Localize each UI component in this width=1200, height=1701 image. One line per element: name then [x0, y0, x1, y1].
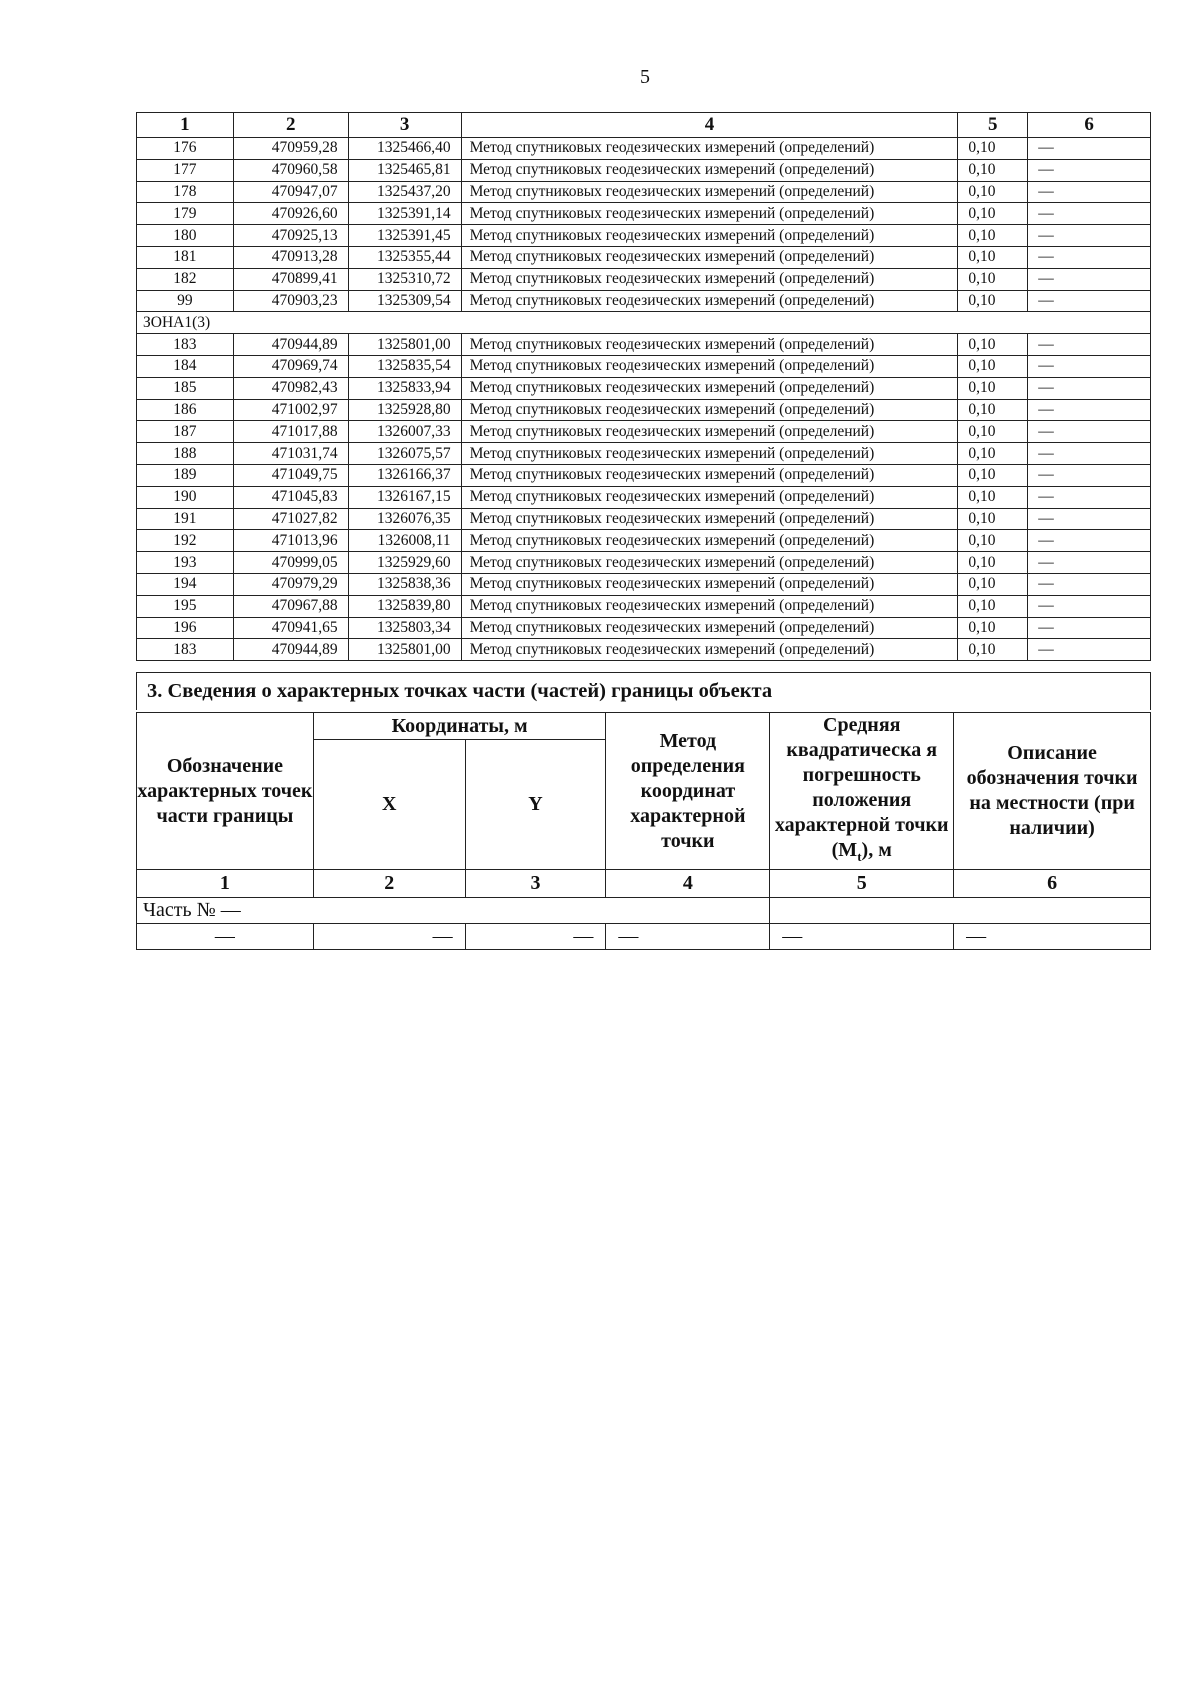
column-number: 3	[465, 870, 606, 898]
cell-y: 1325437,20	[348, 181, 461, 203]
cell-accuracy: 0,10	[958, 334, 1028, 356]
cell-num: 194	[137, 573, 234, 595]
dash-cell: —	[606, 924, 770, 950]
cell-x: 470944,89	[233, 639, 348, 661]
section-3-title: 3. Сведения о характерных точках части (частей) границы объекта	[136, 672, 1151, 710]
table-row	[137, 552, 1151, 574]
cell-y: 1325835,54	[348, 355, 461, 377]
cell-x: 470982,43	[233, 377, 348, 399]
cell-y: 1325838,36	[348, 573, 461, 595]
header-cell: 3	[348, 113, 461, 138]
cell-x: 470899,41	[233, 268, 348, 290]
cell-num: 185	[137, 377, 234, 399]
cell-x: 470999,05	[233, 552, 348, 574]
accuracy-header-text: Средняя квадратическа я погрешность положения характерной точки (M	[774, 714, 949, 861]
cell-method: Метод спутниковых геодезических измерений (определений)	[461, 552, 958, 574]
cell-x: 470947,07	[233, 181, 348, 203]
cell-num: 190	[137, 486, 234, 508]
cell-desc: —	[1028, 421, 1151, 443]
cell-accuracy: 0,10	[958, 464, 1028, 486]
table-row	[137, 399, 1151, 421]
table-row	[137, 639, 1151, 661]
coordinates-header: Координаты, м	[313, 713, 606, 740]
cell-accuracy: 0,10	[958, 355, 1028, 377]
cell-y: 1325465,81	[348, 159, 461, 181]
cell-y: 1326076,35	[348, 508, 461, 530]
cell-method: Метод спутниковых геодезических измерений (определений)	[461, 639, 958, 661]
cell-x: 471013,96	[233, 530, 348, 552]
cell-method: Метод спутниковых геодезических измерений (определений)	[461, 268, 958, 290]
cell-num: 191	[137, 508, 234, 530]
cell-num: 195	[137, 595, 234, 617]
cell-x: 470941,65	[233, 617, 348, 639]
cell-y: 1325803,34	[348, 617, 461, 639]
zone-label: ЗОНА1(3)	[137, 312, 1151, 334]
column-number: 4	[606, 870, 770, 898]
cell-desc: —	[1028, 508, 1151, 530]
table-row	[137, 421, 1151, 443]
cell-accuracy: 0,10	[958, 138, 1028, 160]
cell-accuracy: 0,10	[958, 225, 1028, 247]
cell-accuracy: 0,10	[958, 573, 1028, 595]
cell-y: 1326167,15	[348, 486, 461, 508]
cell-num: 186	[137, 399, 234, 421]
dash-cell: —	[954, 924, 1151, 950]
cell-accuracy: 0,10	[958, 486, 1028, 508]
table-header-row	[137, 113, 1151, 138]
cell-desc: —	[1028, 334, 1151, 356]
y-header: Y	[465, 740, 606, 870]
zone-row	[137, 312, 1151, 334]
dash-row	[137, 924, 1151, 950]
cell-num: 192	[137, 530, 234, 552]
cell-accuracy: 0,10	[958, 421, 1028, 443]
column-number: 6	[954, 870, 1151, 898]
cell-desc: —	[1028, 138, 1151, 160]
part-empty-cell	[770, 898, 1151, 924]
cell-method: Метод спутниковых геодезических измерений (определений)	[461, 334, 958, 356]
table-row	[137, 443, 1151, 465]
header-cell: 1	[137, 113, 234, 138]
header-cell: 2	[233, 113, 348, 138]
cell-method: Метод спутниковых геодезических измерений (определений)	[461, 181, 958, 203]
cell-x: 470959,28	[233, 138, 348, 160]
cell-method: Метод спутниковых геодезических измерений (определений)	[461, 595, 958, 617]
cell-desc: —	[1028, 290, 1151, 312]
table-row	[137, 355, 1151, 377]
header-cell: 6	[1028, 113, 1151, 138]
cell-x: 470903,23	[233, 290, 348, 312]
accuracy-header-unit: ), м	[861, 839, 892, 861]
table-row	[137, 334, 1151, 356]
cell-x: 470913,28	[233, 246, 348, 268]
table-row	[137, 203, 1151, 225]
table-row	[137, 268, 1151, 290]
cell-accuracy: 0,10	[958, 552, 1028, 574]
dash-cell: —	[137, 924, 314, 950]
table-row	[137, 225, 1151, 247]
column-number: 2	[313, 870, 465, 898]
cell-y: 1325833,94	[348, 377, 461, 399]
cell-x: 470969,74	[233, 355, 348, 377]
table-row	[137, 246, 1151, 268]
cell-y: 1325928,80	[348, 399, 461, 421]
dash-cell: —	[313, 924, 465, 950]
cell-desc: —	[1028, 443, 1151, 465]
part-row	[137, 898, 1151, 924]
cell-method: Метод спутниковых геодезических измерений (определений)	[461, 443, 958, 465]
accuracy-header	[770, 713, 954, 870]
cell-num: 183	[137, 334, 234, 356]
cell-num: 184	[137, 355, 234, 377]
description-header: Описание обозначения точки на местности (при наличии)	[954, 713, 1151, 870]
cell-y: 1326075,57	[348, 443, 461, 465]
cell-accuracy: 0,10	[958, 617, 1028, 639]
header-cell: 4	[461, 113, 958, 138]
cell-y: 1325801,00	[348, 334, 461, 356]
table-row	[137, 486, 1151, 508]
cell-y: 1325391,14	[348, 203, 461, 225]
cell-desc: —	[1028, 486, 1151, 508]
cell-x: 470926,60	[233, 203, 348, 225]
table-row	[137, 377, 1151, 399]
cell-num: 176	[137, 138, 234, 160]
cell-accuracy: 0,10	[958, 508, 1028, 530]
cell-y: 1325309,54	[348, 290, 461, 312]
cell-desc: —	[1028, 181, 1151, 203]
cell-num: 177	[137, 159, 234, 181]
cell-accuracy: 0,10	[958, 595, 1028, 617]
cell-desc: —	[1028, 355, 1151, 377]
cell-x: 470967,88	[233, 595, 348, 617]
cell-num: 187	[137, 421, 234, 443]
method-header: Метод определения координат характерной точки	[606, 713, 770, 870]
cell-x: 470979,29	[233, 573, 348, 595]
cell-method: Метод спутниковых геодезических измерений (определений)	[461, 421, 958, 443]
cell-method: Метод спутниковых геодезических измерений (определений)	[461, 138, 958, 160]
cell-y: 1326007,33	[348, 421, 461, 443]
designation-header: Обозначение характерных точек части границы	[137, 713, 314, 870]
cell-num: 99	[137, 290, 234, 312]
cell-accuracy: 0,10	[958, 181, 1028, 203]
cell-num: 178	[137, 181, 234, 203]
cell-num: 182	[137, 268, 234, 290]
x-header: X	[313, 740, 465, 870]
cell-y: 1325310,72	[348, 268, 461, 290]
dash-cell: —	[770, 924, 954, 950]
cell-desc: —	[1028, 225, 1151, 247]
cell-desc: —	[1028, 377, 1151, 399]
cell-accuracy: 0,10	[958, 399, 1028, 421]
cell-desc: —	[1028, 552, 1151, 574]
coordinates-table	[136, 112, 1151, 661]
cell-y: 1325391,45	[348, 225, 461, 247]
part-boundary-table	[136, 712, 1151, 950]
table-row	[137, 617, 1151, 639]
table-row	[137, 595, 1151, 617]
cell-accuracy: 0,10	[958, 443, 1028, 465]
table-row	[137, 508, 1151, 530]
cell-x: 470944,89	[233, 334, 348, 356]
cell-y: 1325801,00	[348, 639, 461, 661]
cell-y: 1325466,40	[348, 138, 461, 160]
cell-method: Метод спутниковых геодезических измерений (определений)	[461, 355, 958, 377]
cell-accuracy: 0,10	[958, 290, 1028, 312]
cell-num: 189	[137, 464, 234, 486]
page-number: 5	[640, 66, 650, 88]
cell-num: 181	[137, 246, 234, 268]
cell-num: 193	[137, 552, 234, 574]
table-row	[137, 464, 1151, 486]
cell-accuracy: 0,10	[958, 377, 1028, 399]
cell-x: 471049,75	[233, 464, 348, 486]
cell-desc: —	[1028, 159, 1151, 181]
cell-x: 471031,74	[233, 443, 348, 465]
table-row	[137, 181, 1151, 203]
cell-method: Метод спутниковых геодезических измерений (определений)	[461, 159, 958, 181]
table-row	[137, 290, 1151, 312]
cell-x: 471017,88	[233, 421, 348, 443]
cell-accuracy: 0,10	[958, 530, 1028, 552]
column-number: 1	[137, 870, 314, 898]
cell-method: Метод спутниковых геодезических измерений (определений)	[461, 225, 958, 247]
column-numbers-row	[137, 870, 1151, 898]
cell-num: 179	[137, 203, 234, 225]
cell-desc: —	[1028, 530, 1151, 552]
cell-method: Метод спутниковых геодезических измерений (определений)	[461, 573, 958, 595]
cell-num: 196	[137, 617, 234, 639]
cell-method: Метод спутниковых геодезических измерений (определений)	[461, 203, 958, 225]
accuracy-header-sub: t	[857, 849, 862, 864]
cell-num: 188	[137, 443, 234, 465]
cell-y: 1325929,60	[348, 552, 461, 574]
cell-desc: —	[1028, 639, 1151, 661]
cell-desc: —	[1028, 399, 1151, 421]
header-cell: 5	[958, 113, 1028, 138]
cell-method: Метод спутниковых геодезических измерений (определений)	[461, 246, 958, 268]
cell-accuracy: 0,10	[958, 159, 1028, 181]
cell-y: 1326166,37	[348, 464, 461, 486]
cell-method: Метод спутниковых геодезических измерений (определений)	[461, 377, 958, 399]
table-row	[137, 159, 1151, 181]
cell-y: 1325355,44	[348, 246, 461, 268]
cell-accuracy: 0,10	[958, 246, 1028, 268]
cell-y: 1325839,80	[348, 595, 461, 617]
cell-desc: —	[1028, 464, 1151, 486]
cell-method: Метод спутниковых геодезических измерений (определений)	[461, 617, 958, 639]
cell-desc: —	[1028, 268, 1151, 290]
cell-x: 471002,97	[233, 399, 348, 421]
part-label: Часть № —	[137, 898, 770, 924]
column-number: 5	[770, 870, 954, 898]
cell-desc: —	[1028, 246, 1151, 268]
cell-x: 470960,58	[233, 159, 348, 181]
cell-method: Метод спутниковых геодезических измерений (определений)	[461, 399, 958, 421]
cell-num: 183	[137, 639, 234, 661]
cell-desc: —	[1028, 617, 1151, 639]
cell-method: Метод спутниковых геодезических измерений (определений)	[461, 486, 958, 508]
cell-num: 180	[137, 225, 234, 247]
cell-accuracy: 0,10	[958, 268, 1028, 290]
cell-x: 470925,13	[233, 225, 348, 247]
cell-method: Метод спутниковых геодезических измерений (определений)	[461, 508, 958, 530]
cell-y: 1326008,11	[348, 530, 461, 552]
cell-x: 471027,82	[233, 508, 348, 530]
cell-desc: —	[1028, 573, 1151, 595]
cell-method: Метод спутниковых геодезических измерений (определений)	[461, 530, 958, 552]
cell-accuracy: 0,10	[958, 203, 1028, 225]
cell-method: Метод спутниковых геодезических измерений (определений)	[461, 290, 958, 312]
table-row	[137, 530, 1151, 552]
cell-desc: —	[1028, 203, 1151, 225]
cell-x: 471045,83	[233, 486, 348, 508]
dash-cell: —	[465, 924, 606, 950]
cell-desc: —	[1028, 595, 1151, 617]
table-row	[137, 573, 1151, 595]
cell-method: Метод спутниковых геодезических измерений (определений)	[461, 464, 958, 486]
table-row	[137, 138, 1151, 160]
cell-accuracy: 0,10	[958, 639, 1028, 661]
